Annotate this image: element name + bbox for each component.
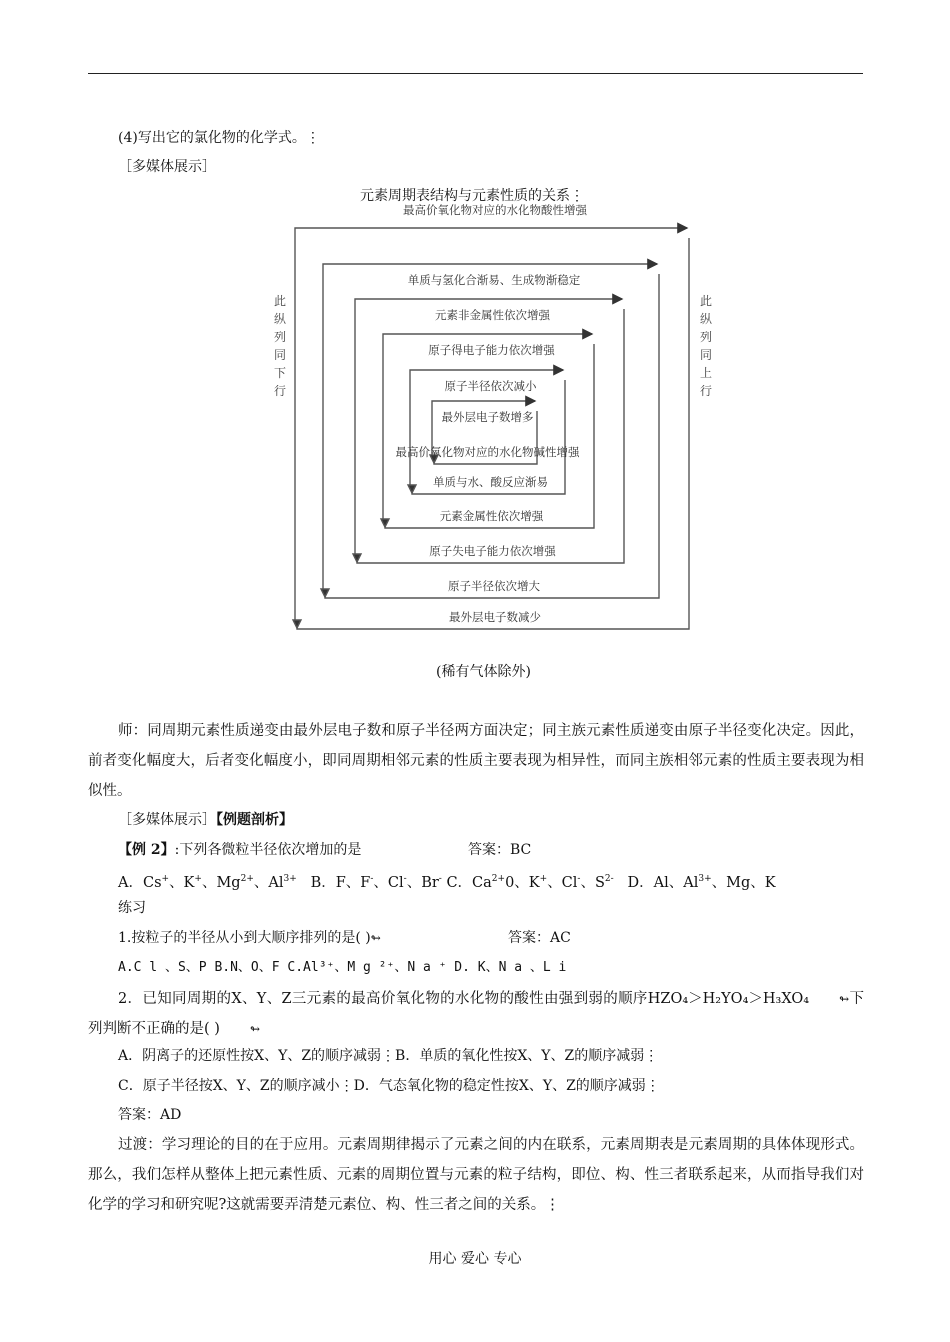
arrow-head — [321, 589, 329, 597]
bottom-label: 原子失电子能力依次增强 — [429, 544, 556, 558]
right-side-caption: 同 — [699, 348, 713, 362]
top-label: 单质与氢化合渐易、生成物渐稳定 — [407, 273, 581, 287]
top-label: 最外层电子数增多 — [441, 410, 534, 424]
example-2-options: A．Cs+、K+、$Mg^{2+}$、$Al^{3+}$ B．F、F-、Cl-、Br- C．$Ca^{2+}0$、K+、Cl-、$S^{2-}$ D．Al、$Al^{3+}$、Mg、K — [118, 874, 776, 891]
left-side-caption: 列 — [273, 330, 287, 344]
arrow-head — [293, 620, 301, 628]
bottom-arrow — [297, 238, 689, 629]
left-side-caption: 行 — [273, 384, 287, 398]
practice-heading: 练习 — [118, 900, 146, 916]
bottom-label: 元素金属性依次增强 — [439, 509, 544, 523]
practice-1-options: A.C l 、S、P B.N、O、F C.Al³⁺、M g ²⁺、N a ⁺ D. K、N a 、L i — [118, 960, 567, 975]
teacher-paragraph: 师：同周期元素性质递变由最外层电子数和原子半径两方面决定；同主族元素性质递变由原子半径变化决定。因此，前者变化幅度大，后者变化幅度小，即同周期相邻元素的性质主要表现为相异性，而同主族相邻元素的性质主要表现为相似性。 — [88, 723, 864, 799]
practice-2-answer: 答案：AD — [118, 1107, 182, 1123]
practice-1-answer: 答案：AC — [508, 930, 571, 946]
practice-2-cd: C．原子半径按X、Y、Z的顺序减小⋮D．气态氧化物的稳定性按X、Y、Z的顺序减弱⋮ — [118, 1078, 660, 1094]
media-label: ［多媒体展示］ — [118, 159, 216, 175]
diagram-caption: (稀有气体除外) — [436, 664, 531, 680]
example-2: 【例 2】:下列各微粒半径依次增加的是 — [118, 842, 362, 858]
bottom-label: 最高价氧化物对应的水化物碱性增强 — [395, 445, 580, 459]
media-label-2: ［多媒体展示］【例题剖析】 — [118, 812, 293, 828]
top-label: 最高价氧化物对应的水化物酸性增强 — [403, 203, 587, 217]
practice-2-ab: A．阴离子的还原性按X、Y、Z的顺序减弱⋮B．单质的氧化性按X、Y、Z的顺序减弱⋮ — [118, 1048, 659, 1064]
arrow-head — [353, 554, 361, 562]
header-rule — [88, 73, 863, 74]
question-4: (4)写出它的氯化物的化学式。⋮ — [118, 130, 320, 146]
left-side-caption: 下 — [273, 366, 287, 380]
arrow-head — [408, 485, 416, 493]
bottom-label: 原子半径依次增大 — [448, 579, 540, 593]
right-side-caption: 纵 — [699, 312, 713, 326]
practice-1-question: 1.按粒子的半径从小到大顺序排列的是( )↬ — [118, 930, 381, 946]
top-label: 元素非金属性依次增强 — [435, 308, 550, 322]
transition-paragraph: 过渡：学习理论的目的在于应用。元素周期律揭示了元素之间的内在联系，元素周期表是元素周期的具体体现形式。那么，我们怎样从整体上把元素性质、元素的周期位置与元素的粒子结构，即位、构、性三者联系起来，从而指导我们对化学的学习和研究呢?这就需要弄清楚元素位、构、性三者之间的关系。⋮ — [88, 1137, 864, 1213]
left-side-caption: 此 — [273, 294, 287, 308]
right-side-caption: 列 — [699, 330, 713, 344]
diagram-title: 元素周期表结构与元素性质的关系⋮ — [360, 188, 584, 204]
practice-2-question: 2．已知同周期的X、Y、Z三元素的最高价氧化物的水化物的酸性由强到弱的顺序HZO₄＞H₂YO₄＞H₃XO₄ ↬下列判断不正确的是( ) ↬ — [88, 984, 864, 1044]
arrow-icon: ↬ — [370, 931, 381, 945]
example-2-answer: 答案：BC — [468, 842, 532, 858]
right-side-caption: 行 — [699, 384, 713, 398]
left-side-caption: 同 — [273, 348, 287, 362]
arrow-icon: ↬ — [249, 1022, 260, 1036]
bottom-label: 最外层电子数减少 — [449, 610, 541, 624]
right-side-caption: 上 — [699, 366, 713, 380]
bottom-arrow — [385, 344, 594, 528]
arrow-icon: ↬ — [839, 992, 850, 1006]
footer: 用心 爱心 专心 — [428, 1251, 522, 1267]
periodic-property-diagram — [260, 185, 720, 645]
bottom-label: 单质与水、酸反应渐易 — [433, 475, 548, 489]
arrow-head — [381, 519, 389, 527]
top-label: 原子得电子能力依次增强 — [428, 343, 555, 357]
right-side-caption: 此 — [699, 294, 713, 308]
top-arrow — [295, 228, 687, 623]
top-label: 原子半径依次减小 — [444, 379, 537, 393]
left-side-caption: 纵 — [273, 312, 287, 326]
